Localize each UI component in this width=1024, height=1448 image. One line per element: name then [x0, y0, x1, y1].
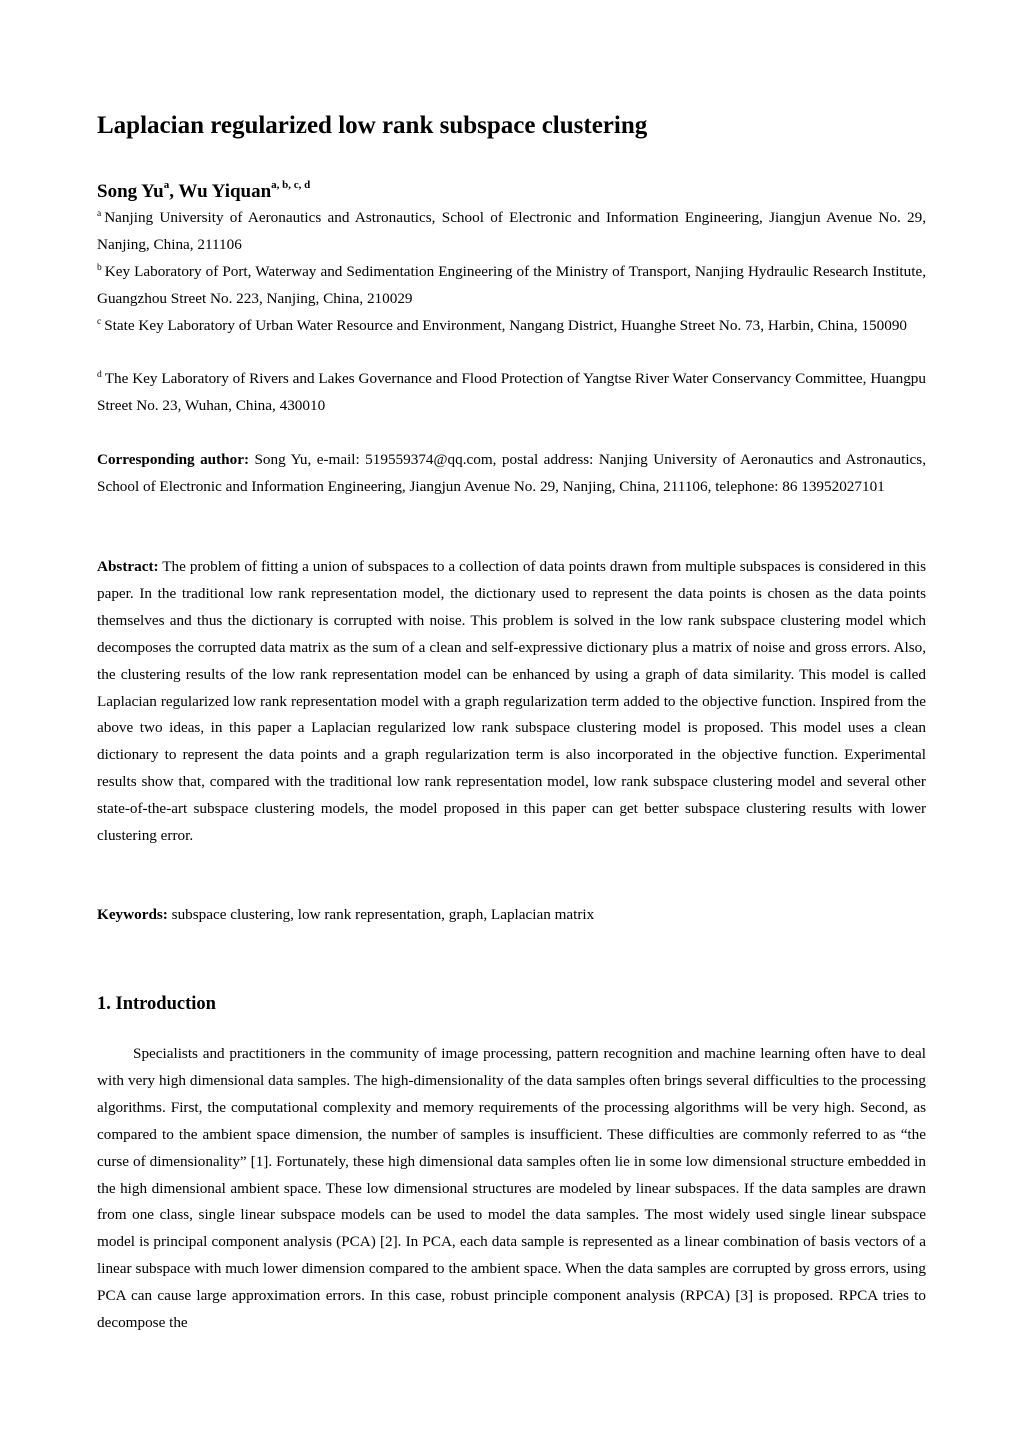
affiliation-marker: c	[97, 317, 102, 327]
affiliation-text: The Key Laboratory of Rivers and Lakes Governance and Flood Protection of Yangtse River Water Conservancy Committee, Huangpu Street No. 23, Wuhan, China, 430010	[97, 370, 926, 414]
abstract-label: Abstract:	[97, 558, 159, 575]
author-affiliation-marker: a	[163, 179, 170, 191]
introduction-paragraph: Specialists and practitioners in the community of image processing, pattern recognition and machine learning often have to deal with very high dimensional data samples. The high-dimensionality of the data samples often brings several difficulties to the processing algorithms. First, the computational complexity and memory requirements of the processing algorithms will be very high. Second, as compared to the ambient space dimension, the number of samples is insufficient. These difficulties are commonly referred to as “the curse of dimensionality” [1]. Fortunately, these high dimensional data samples often lie in some low dimensional structure embedded in the high dimensional ambient space. These low dimensional structures are modeled by linear subspaces. If the data samples are drawn from one class, single linear subspace models can be used to model the data samples. The most widely used single linear subspace model is principal component analysis (PCA) [2]. In PCA, each data sample is represented as a linear combination of basis vectors of a linear subspace with much lower dimension compared to the ambient space. When the data samples are corrupted by gross errors, using PCA can cause large approximation errors. In this case, robust principle component analysis (RPCA) [3] is proposed. RPCA tries to decompose the	[97, 1045, 926, 1332]
affiliation-b	[97, 259, 926, 313]
corresponding-author-text: Song Yu, e-mail: 519559374@qq.com, postal address: Nanjing University of Aeronautics and Astronautics, School of Electronic and Information Engineering, Jiangjun Avenue No. 29, Nanjing, China, 211106, telephone: 86 13952027101	[97, 451, 926, 495]
author-line	[97, 178, 937, 206]
affiliation-c	[97, 313, 926, 340]
section-heading-introduction: 1. Introduction	[97, 994, 216, 1014]
keywords-label: Keywords:	[97, 906, 168, 923]
author-name: Song Yu	[97, 181, 164, 202]
corresponding-author	[97, 447, 926, 501]
keywords	[97, 902, 926, 929]
paper-title: Laplacian regularized low rank subspace clustering	[97, 112, 648, 139]
keywords-text: subspace clustering, low rank representation, graph, Laplacian matrix	[167, 906, 595, 923]
author-affiliation-marker: a, b, c, d	[271, 179, 311, 191]
introduction-body	[97, 1041, 926, 1337]
affiliation-marker: b	[97, 263, 102, 273]
affiliation-marker: a	[97, 209, 102, 219]
affiliation-a	[97, 205, 926, 259]
abstract	[97, 554, 926, 850]
author-name: Wu Yiquan	[178, 181, 272, 202]
affiliation-text: Nanjing University of Aeronautics and Astronautics, School of Electronic and Information Engineering, Jiangjun Avenue No. 29, Nanjing, China, 211106	[97, 209, 926, 253]
abstract-text: The problem of fitting a union of subspaces to a collection of data points drawn from multiple subspaces is considered in this paper. In the traditional low rank representation model, the dictionary used to represent the data points is chosen as the data points themselves and thus the dictionary is corrupted with noise. This problem is solved in the low rank subspace clustering model which decomposes the corrupted data matrix as the sum of a clean and self-expressive dictionary plus a matrix of noise and gross errors. Also, the clustering results of the low rank representation model can be enhanced by using a graph of data similarity. This model is called Laplacian regularized low rank representation model with a graph regularization term added to the objective function. Inspired from the above two ideas, in this paper a Laplacian regularized low rank subspace clustering model is proposed. This model uses a clean dictionary to represent the data points and a graph regularization term is also incorporated in the objective function. Experimental results show that, compared with the traditional low rank representation model, low rank subspace clustering model and several other state-of-the-art subspace clustering models, the model proposed in this paper can get better subspace clustering results with lower clustering error.	[97, 558, 926, 845]
affiliation-text: Key Laboratory of Port, Waterway and Sedimentation Engineering of the Ministry of Transport, Nanjing Hydraulic Research Institute, Guangzhou Street No. 223, Nanjing, China, 210029	[97, 263, 926, 307]
affiliation-text: State Key Laboratory of Urban Water Resource and Environment, Nangang District, Huanghe Street No. 73, Harbin, China, 150090	[104, 317, 908, 334]
affiliation-marker: d	[97, 370, 102, 380]
author-separator: ,	[169, 181, 179, 202]
corresponding-author-label: Corresponding author:	[97, 451, 250, 468]
affiliation-d	[97, 366, 926, 420]
